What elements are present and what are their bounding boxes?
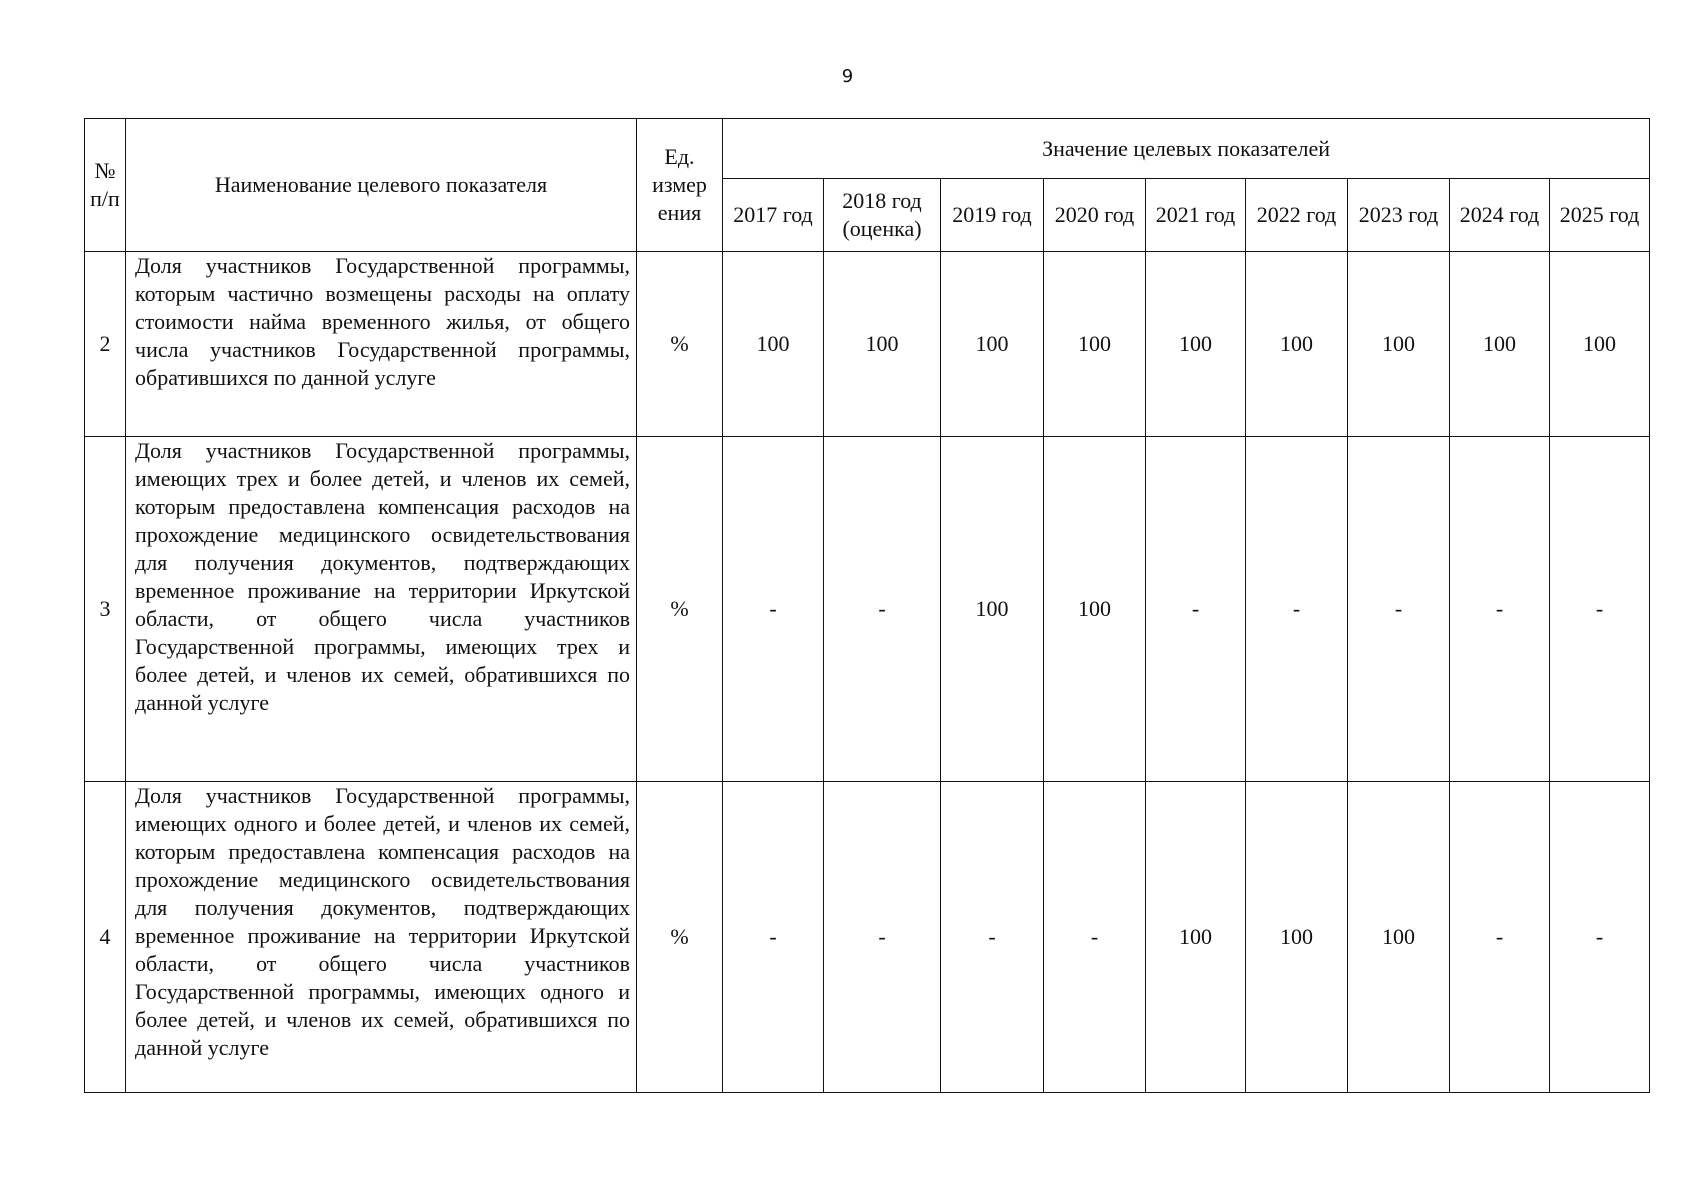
indicator-name: Доля участников Государственной программы, которым частично возмещены расходы на оплату стоимости найма временного жилья, от общего числа участников Государственной программы, обратившихся по данной услуге (126, 252, 637, 437)
value-cell: 100 (1044, 252, 1146, 437)
value-cell: - (941, 782, 1044, 1093)
value-cell: 100 (1146, 252, 1246, 437)
value-cell: - (723, 437, 824, 782)
header-group: Значение целевых показателей (723, 119, 1650, 179)
header-row (85, 119, 1650, 179)
header-year: 2021 год (1146, 179, 1246, 252)
header-num: № п/п (85, 119, 126, 252)
table-row (85, 782, 1650, 1093)
value-cell: - (1550, 437, 1650, 782)
value-cell: 100 (824, 252, 941, 437)
header-year: 2017 год (723, 179, 824, 252)
header-year: 2022 год (1246, 179, 1348, 252)
value-cell: - (1450, 437, 1550, 782)
header-name: Наименование целевого показателя (126, 119, 637, 252)
header-year: 2025 год (1550, 179, 1650, 252)
row-number: 3 (85, 437, 126, 782)
value-cell: - (1550, 782, 1650, 1093)
header-year: 2023 год (1348, 179, 1450, 252)
value-cell: - (1348, 437, 1450, 782)
value-cell: 100 (1348, 782, 1450, 1093)
target-indicators-table (84, 118, 1650, 1093)
value-cell: - (824, 437, 941, 782)
table-row (85, 252, 1650, 437)
value-cell: 100 (1044, 437, 1146, 782)
row-number: 2 (85, 252, 126, 437)
value-cell: 100 (1246, 782, 1348, 1093)
value-cell: - (1146, 437, 1246, 782)
header-year: 2020 год (1044, 179, 1146, 252)
unit-cell: % (637, 782, 723, 1093)
value-cell: - (1450, 782, 1550, 1093)
header-unit: Ед. измер ения (637, 119, 723, 252)
unit-cell: % (637, 252, 723, 437)
unit-cell: % (637, 437, 723, 782)
header-year: 2018 год (оценка) (824, 179, 941, 252)
table-row (85, 437, 1650, 782)
value-cell: - (1246, 437, 1348, 782)
value-cell: - (1044, 782, 1146, 1093)
value-cell: 100 (1450, 252, 1550, 437)
value-cell: 100 (723, 252, 824, 437)
page-number: 9 (841, 66, 854, 87)
value-cell: - (723, 782, 824, 1093)
value-cell: 100 (1246, 252, 1348, 437)
value-cell: 100 (941, 437, 1044, 782)
header-year: 2019 год (941, 179, 1044, 252)
value-cell: 100 (941, 252, 1044, 437)
value-cell: 100 (1146, 782, 1246, 1093)
header-year: 2024 год (1450, 179, 1550, 252)
row-number: 4 (85, 782, 126, 1093)
value-cell: 100 (1550, 252, 1650, 437)
value-cell: 100 (1348, 252, 1450, 437)
indicator-name: Доля участников Государственной программы, имеющих одного и более детей, и членов их семей, которым предоставлена компенсация расходов на прохождение медицинского освидетельствования для получения документов, подтверждающих временное проживание на территории Иркутской области, от общего числа участников Государственной программы, имеющих одного и более детей, и членов их семей, обратившихся по данной услуге (126, 782, 637, 1093)
indicator-name: Доля участников Государственной программы, имеющих трех и более детей, и членов их семей, которым предоставлена компенсация расходов на прохождение медицинского освидетельствования для получения документов, подтверждающих временное проживание на территории Иркутской области, от общего числа участников Государственной программы, имеющих трех и более детей, и членов их семей, обратившихся по данной услуге (126, 437, 637, 782)
value-cell: - (824, 782, 941, 1093)
